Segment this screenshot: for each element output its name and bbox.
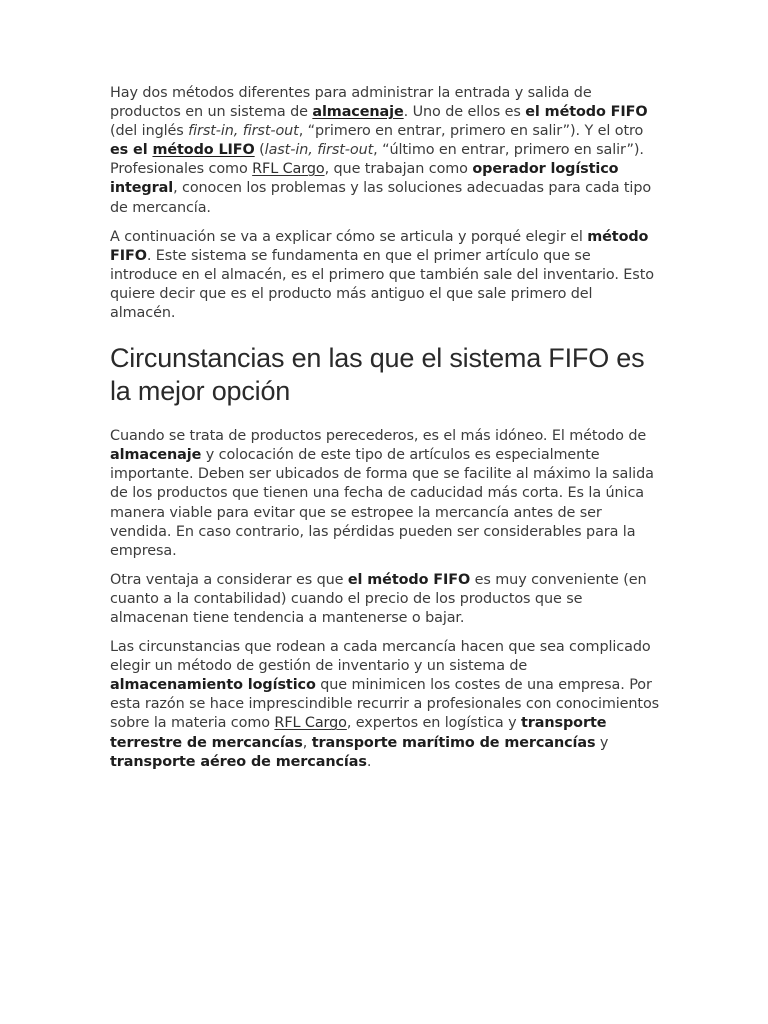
section-heading: Circunstancias en las que el sistema FIFO es la mejor opción (110, 343, 645, 407)
text-run: Las circunstancias que rodean a cada mercancía hacen que sea complicado elegir un método de gestión de inventario y un sistema de (110, 639, 651, 675)
paragraph-explanation (110, 228, 662, 323)
text-run: Cuando se trata de productos perecederos, es el más idóneo. El método de (110, 428, 647, 445)
bold-metodo-fifo: el método FIFO (525, 104, 648, 121)
text-run: A continuación se va a explicar cómo se articula y porqué elegir el (110, 228, 588, 245)
bold-transporte-maritimo: transporte marítimo de mercancías (311, 734, 596, 751)
bold-metodo-fifo: método FIFO (110, 228, 649, 264)
text-run: (del inglés (110, 123, 189, 140)
paragraph-intro (110, 84, 662, 218)
bold-transporte-terrestre: transporte terrestre de mercancías (110, 715, 607, 751)
text-run: , “último en entrar, primero en salir”). Profesionales como (110, 142, 644, 178)
bold-metodo-fifo: el método FIFO (347, 571, 471, 588)
text-run: , conocen los problemas y las soluciones adecuadas para cada tipo de mercancía. (110, 180, 652, 216)
article-body (110, 84, 662, 782)
link-rfl-cargo[interactable]: RFL Cargo (252, 161, 325, 178)
bold-almacenamiento-logistico: almacenamiento logístico (110, 677, 316, 694)
bold-operador-logistico: operador logístico integral (110, 161, 619, 197)
bold-almacenaje: almacenaje (110, 447, 202, 464)
text-run: es muy conveniente (en cuanto a la contabilidad) cuando el precio de los productos que se almacenan tiene tendencia a mantenerse o bajar. (110, 571, 647, 626)
text-run: , que trabajan como (324, 161, 473, 178)
text-run: y colocación de este tipo de artículos es especialmente importante. Deben ser ubicados de forma que se facilite al máximo la salida de los productos que tienen una fecha de caducidad más corta. Es la única manera viable para evitar que se estropee la mercancía antes de ser vendida. En caso contrario, las pérdidas pueden ser considerables para la empresa. (110, 447, 654, 559)
link-rfl-cargo[interactable]: RFL Cargo (274, 715, 347, 732)
link-metodo-lifo[interactable]: método LIFO (152, 142, 255, 159)
paragraph-conclusion (110, 638, 662, 772)
text-run: Otra ventaja a considerar es que (110, 571, 348, 588)
paragraph-perishables (110, 427, 662, 561)
italic-last-in-first-out: last-in, first-out (264, 142, 374, 159)
bold-es-el: es el (110, 142, 153, 159)
text-run: ( (254, 142, 265, 159)
text-run: , (302, 734, 312, 751)
text-run: , “primero en entrar, primero en salir”). Y el otro (298, 123, 644, 140)
text-run: . Este sistema se fundamenta en que el primer artículo que se introduce en el almacén, es el primero que también sale del inventario. Esto quiere decir que es el producto más antiguo el que sale primero del almacén. (110, 247, 654, 322)
text-run: . Uno de ellos es (403, 104, 526, 121)
link-almacenaje[interactable]: almacenaje (312, 104, 404, 121)
text-run: , expertos en logística y (346, 715, 521, 732)
text-run: Hay dos métodos diferentes para administrar la entrada y salida de productos en un sistema de (110, 85, 592, 121)
text-run: que minimicen los costes de una empresa. Por esta razón se hace imprescindible recurrir a profesionales con conocimientos sobre la materia como (110, 677, 660, 732)
paragraph-accounting (110, 571, 662, 628)
bold-transporte-aereo: transporte aéreo de mercancías (110, 753, 367, 770)
italic-first-in-first-out: first-in, first-out (188, 123, 299, 140)
text-run: . (366, 753, 372, 770)
text-run: y (595, 734, 609, 751)
